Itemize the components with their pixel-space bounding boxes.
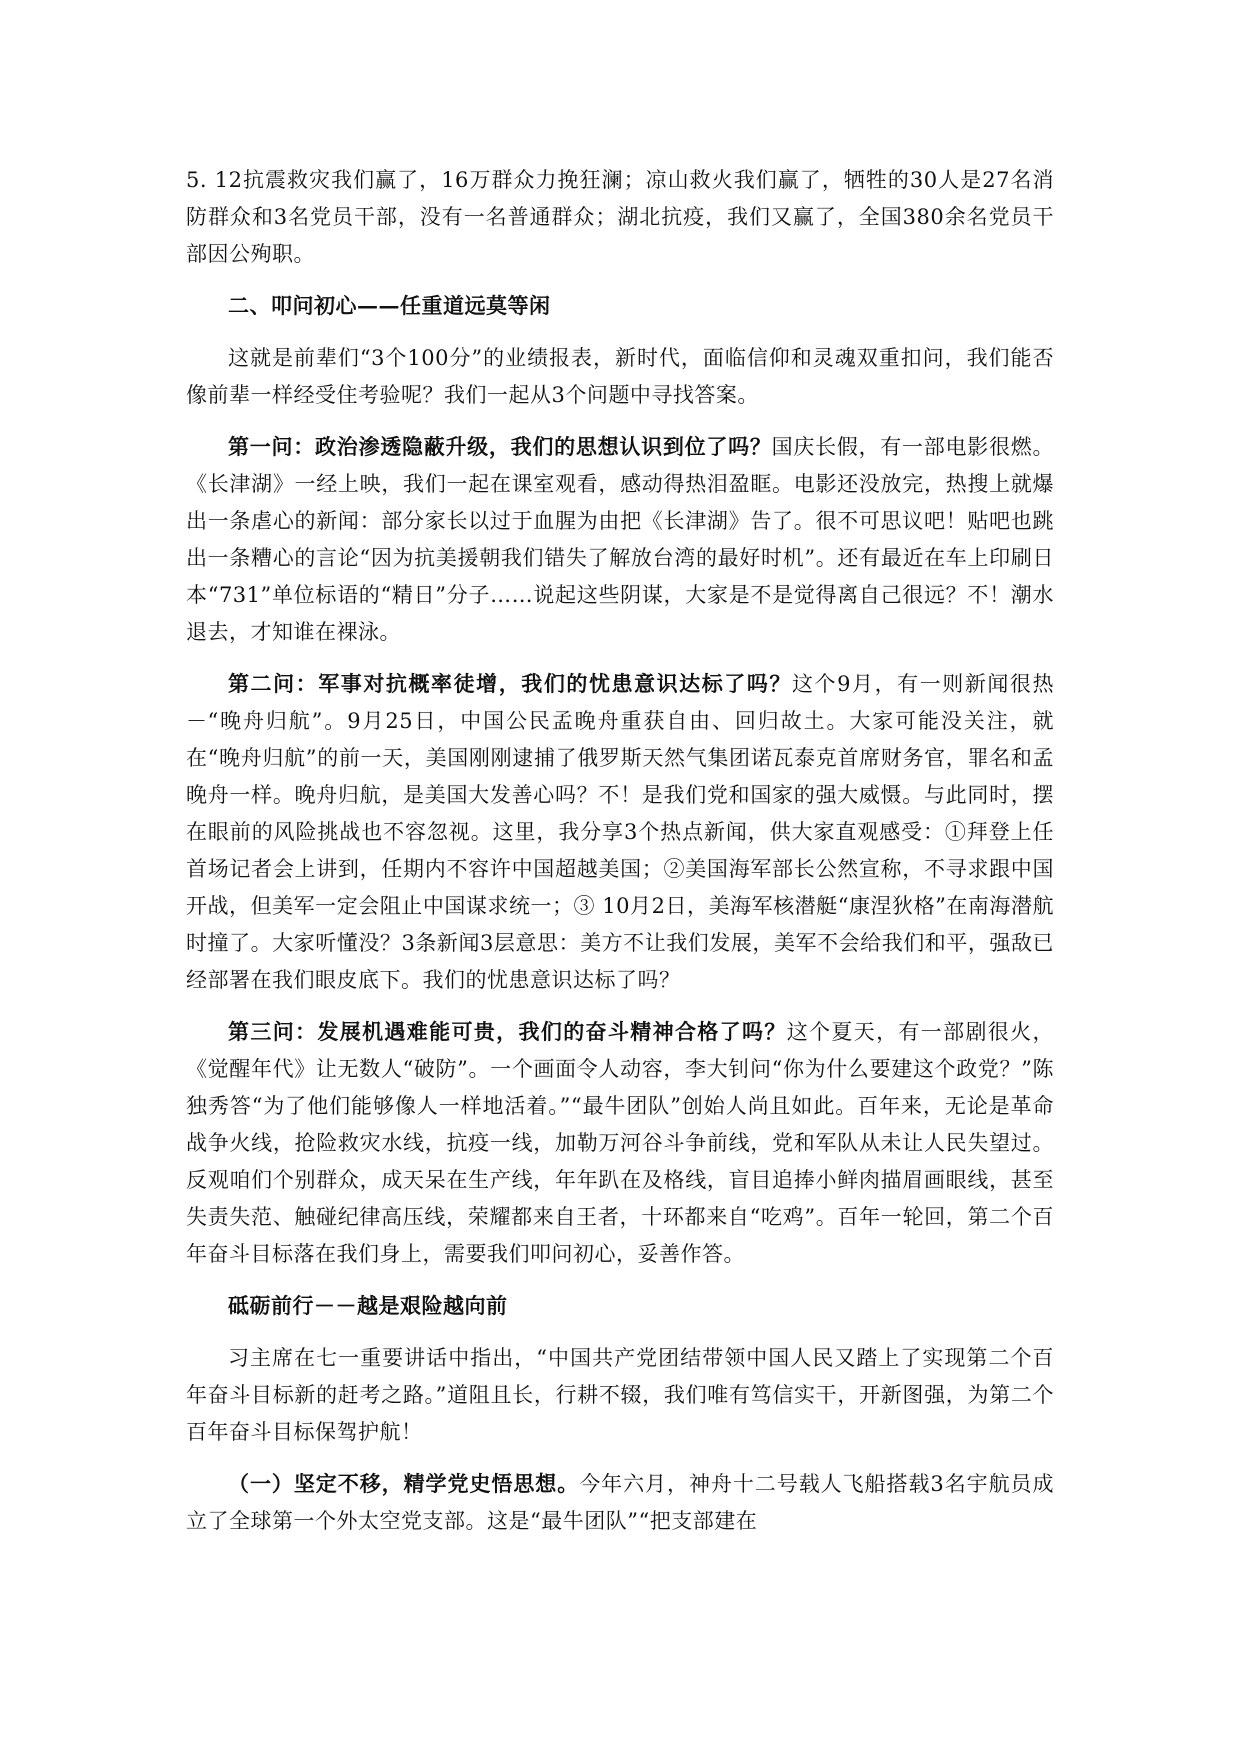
question-3-title: 第三问：发展机遇难能可贵，我们的奋斗精神合格了吗？ xyxy=(228,1019,787,1044)
subsection-1-title: （一）坚定不移，精学党史悟思想。 xyxy=(228,1471,580,1496)
section-heading-2: 二、叩问初心——任重道远莫等闲 xyxy=(228,293,551,318)
question-3-text: 这个夏天，有一部剧很火，《觉醒年代》让无数人“破防”。一个画面令人动容，李大钊问“你为什么要建这个政党？”陈独秀答“为了他们能够像人一样地活着。”“最牛团队”创始人尚且如此。百年来，无论是革命战争火线，抢险救灾水线，抗疫一线，加勒万河谷斗争前线，党和军队从未让人民失望过。反观咱们个别群众，成天呆在生产线，年年趴在及格线，盲目追捧小鲜肉描眉画眼线，甚至失责失范、触碰纪律高压线，荣耀都来自王者，十环都来自“吃鸡”。百年一轮回，第二个百年奋斗目标落在我们身上，需要我们叩问初心，妥善作答。 xyxy=(186,1020,1055,1266)
paragraph-question-2 xyxy=(186,665,1054,999)
paragraph-intro-questions: 这就是前辈们“3个100分”的业绩报表，新时代，面临信仰和灵魂双重扣问，我们能否像前辈一样经受住考验呢？我们一起从3个问题中寻找答案。 xyxy=(186,346,1054,407)
paragraph-subsection-1 xyxy=(186,1465,1054,1540)
paragraph-text: 5. 12抗震救灾我们赢了，16万群众力挽狂澜；凉山救火我们赢了，牺牲的30人是27名消防群众和3名党员干部，没有一名普通群众；湖北抗疫，我们又赢了，全国380余名党员干部因公殉职。 xyxy=(186,168,1054,266)
document-body xyxy=(186,162,1054,1554)
question-2-title: 第二问：军事对抗概率徒增，我们的忧患意识达标了吗？ xyxy=(228,671,792,696)
paragraph-speech-quote: 习主席在七一重要讲话中指出，“中国共产党团结带领中国人民又踏上了实现第二个百年奋斗目标新的赶考之路。”道阻且长，行耕不辍，我们唯有笃信实干，开新图强，为第二个百年奋斗目标保驾护航！ xyxy=(186,1346,1054,1444)
paragraph-question-3 xyxy=(186,1013,1054,1273)
section-heading-3: 砥砺前行－－越是艰险越向前 xyxy=(228,1293,508,1318)
paragraph-question-1 xyxy=(186,428,1054,651)
subsection-1-text: 今年六月，神舟十二号载人飞船搭载3名宇航员成立了全球第一个外太空党支部。这是“最牛团队”“把支部建在 xyxy=(186,1472,1055,1533)
question-1-title: 第一问：政治渗透隐蔽升级，我们的思想认识到位了吗？ xyxy=(228,434,772,459)
question-2-text: 这个9月，有一则新闻很热－“晚舟归航”。9月25日，中国公民孟晚舟重获自由、回归故土。大家可能没关注，就在“晚舟归航”的前一天，美国刚刚逮捕了俄罗斯天然气集团诺瓦泰克首席财务官，罪名和孟晚舟一样。晚舟归航，是美国大发善心吗？不！是我们党和国家的强大威慑。与此同时，摆在眼前的风险挑战也不容忽视。这里，我分享3个热点新闻，供大家直观感受：①拜登上任首场记者会上讲到，任期内不容许中国超越美国；②美国海军部长公然宣称，不寻求跟中国开战，但美军一定会阻止中国谋求统一；③ 10月2日，美海军核潜艇“康涅狄格”在南海潜航时撞了。大家听懂没？3条新闻3层意思：美方不让我们发展，美军不会给我们和平，强敌已经部署在我们眼皮底下。我们的忧患意识达标了吗？ xyxy=(186,672,1054,992)
paragraph-earthquake-relief xyxy=(186,162,1054,273)
question-1-text: 国庆长假，有一部电影很燃。《长津湖》一经上映，我们一起在课室观看，感动得热泪盈眶。电影还没放完，热搜上就爆出一条虐心的新闻：部分家长以过于血腥为由把《长津湖》告了。很不可思议吧！贴吧也跳出一条糟心的言论“因为抗美援朝我们错失了解放台湾的最好时机”。还有最近在车上印刷日本“731”单位标语的“精日”分子……说起这些阴谋，大家是不是觉得离自己很远？不！潮水退去，才知谁在裸泳。 xyxy=(186,435,1055,644)
